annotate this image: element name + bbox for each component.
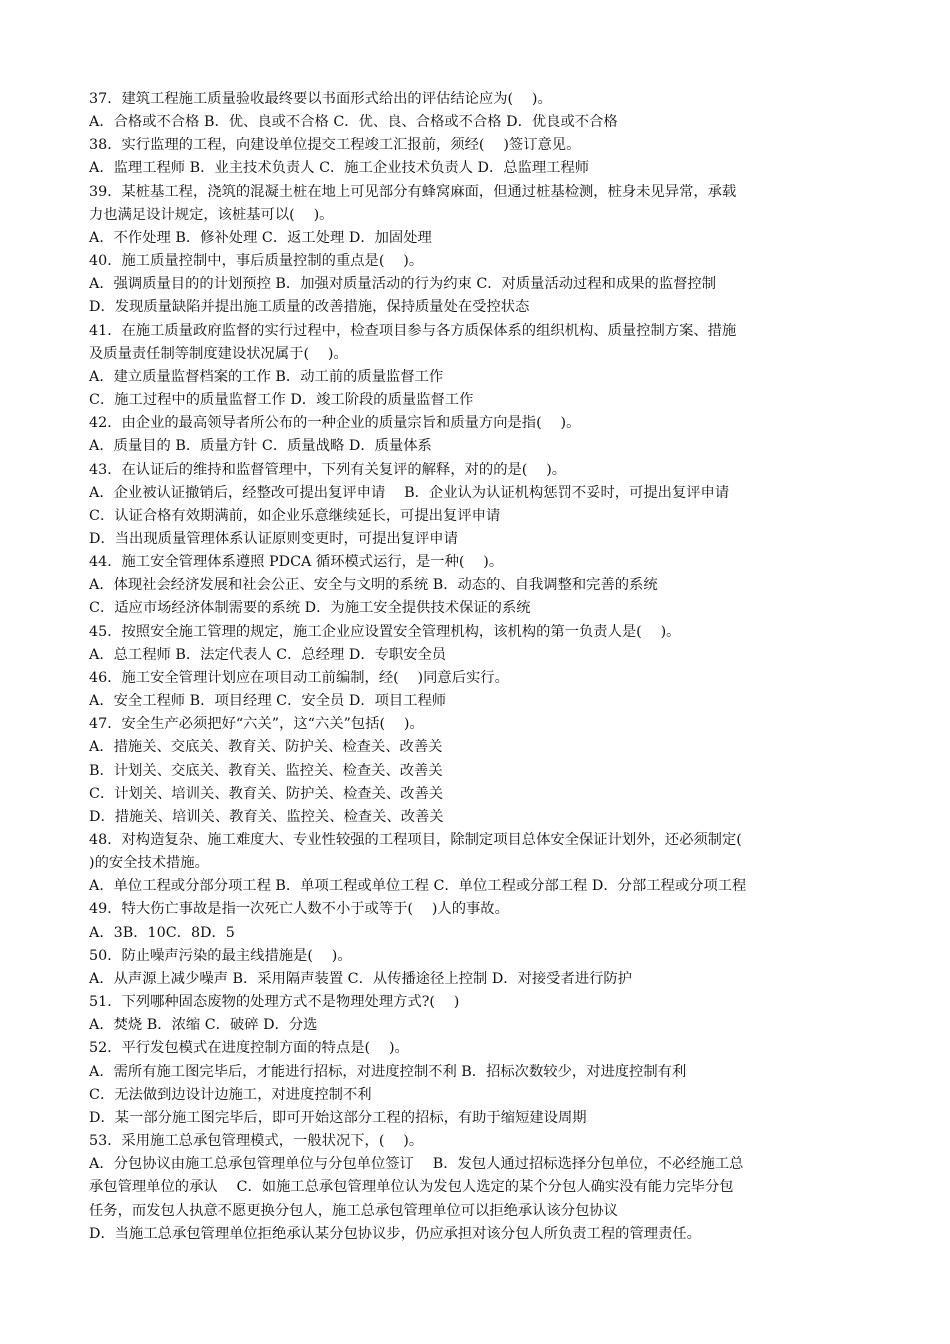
text-line: 39．某桩基工程，浇筑的混凝土桩在地上可见部分有蜂窝麻面，但通过桩基检测，桩身未见异常，承载	[89, 183, 737, 200]
text-line: A．建立质量监督档案的工作 B．动工前的质量监督工作	[89, 368, 444, 385]
text-line: 51．下列哪种固态废物的处理方式不是物理处理方式?( )	[89, 994, 460, 1011]
text-line: 52．平行发包模式在进度控制方面的特点是( )。	[89, 1040, 409, 1057]
text-line: D．措施关、培训关、教育关、监控关、检查关、改善关	[89, 808, 444, 825]
text-line: D．发现质量缺陷并提出施工质量的改善措施，保持质量处在受控状态	[89, 299, 530, 316]
text-line: 43．在认证后的维持和监督管理中，下列有关复评的解释，对的的是( )。	[89, 461, 567, 478]
text-line: A．企业被认证撤销后，经整改可提出复评申请 B．企业认为认证机构惩罚不妥时，可提出复评申请	[89, 484, 730, 501]
text-line: A．安全工程师 B．项目经理 C．安全员 D．项目工程师	[89, 693, 447, 710]
text-line: 49．特大伤亡事故是指一次死亡人数不小于或等于( )人的事故。	[89, 901, 509, 918]
text-line: A．分包协议由施工总承包管理单位与分包单位签订 B．发包人通过招标选择分包单位，不必经施工总	[89, 1156, 744, 1173]
text-line: A．质量目的 B．质量方针 C．质量战略 D．质量体系	[89, 438, 432, 455]
text-line: C．适应市场经济体制需要的系统 D．为施工安全提供技术保证的系统	[89, 600, 531, 617]
text-line: A．焚烧 B．浓缩 C．破碎 D．分选	[89, 1017, 318, 1034]
text-line: B．计划关、交底关、教育关、监控关、检查关、改善关	[89, 762, 443, 779]
text-line: A．不作处理 B．修补处理 C．返工处理 D．加固处理	[89, 229, 432, 246]
text-line: A．体现社会经济发展和社会公正、安全与文明的系统 B．动态的、自我调整和完善的系统	[89, 577, 658, 594]
question-list	[89, 88, 870, 1246]
text-line: 力也满足设计规定，该桩基可以( )。	[89, 206, 334, 223]
text-line: 48．对构造复杂、施工难度大、专业性较强的工程项目，除制定项目总体安全保证计划外，还必须制定(	[89, 832, 742, 848]
text-line: 46．施工安全管理计划应在项目动工前编制，经( )同意后实行。	[89, 669, 509, 686]
text-line: D．当施工总承包管理单位拒绝承认某分包协议步，仍应承担对该分包人所负责工程的管理责任。	[89, 1225, 701, 1242]
text-line: 50．防止噪声污染的最主线措施是( )。	[89, 947, 352, 964]
text-line: C．施工过程中的质量监督工作 D．竣工阶段的质量监督工作	[89, 392, 474, 409]
text-line: A．单位工程或分部分项工程 B．单项工程或单位工程 C．单位工程或分部工程 D．分部工程或分项工程	[89, 878, 747, 895]
text-line: A．监理工程师 B．业主技术负责人 C．施工企业技术负责人 D．总监理工程师	[89, 160, 590, 177]
text-line: A．需所有施工图完毕后，才能进行招标，对进度控制不利 B．招标次数较少，对进度控制有利	[89, 1063, 687, 1080]
text-line: A．强调质量目的的计划预控 B．加强对质量活动的行为约束 C．对质量活动过程和成果的监督控制	[89, 276, 717, 293]
text-line: 及质量责任制等制度建设状况属于( )。	[89, 345, 348, 362]
text-line: C．无法做到边设计边施工，对进度控制不利	[89, 1086, 372, 1103]
text-line: C．认证合格有效期满前，如企业乐意继续延长，可提出复评申请	[89, 507, 501, 524]
text-line: D．当出现质量管理体系认证原则变更时，可提出复评申请	[89, 530, 458, 547]
text-line: 40．施工质量控制中，事后质量控制的重点是( )。	[89, 253, 424, 270]
text-line: 47．安全生产必须把好“六关”，这“六关”包括( )。	[89, 716, 424, 733]
text-line: 41．在施工质量政府监督的实行过程中，检查项目参与各方质保体系的组织机构、质量控制方案、措施	[89, 322, 737, 339]
text-line: 42．由企业的最高领导者所公布的一种企业的质量宗旨和质量方向是指( )。	[89, 415, 581, 432]
text-line: 44．施工安全管理体系遵照 PDCA 循环模式运行，是一种( )。	[89, 554, 504, 571]
text-line: 37．建筑工程施工质量验收最终要以书面形式给出的评估结论应为( )。	[89, 91, 552, 107]
text-line: A．措施关、交底关、教育关、防护关、检查关、改善关	[89, 739, 443, 756]
text-line: 45．按照安全施工管理的规定，施工企业应设置安全管理机构，该机构的第一负责人是( )。	[89, 623, 681, 640]
text-line: 承包管理单位的承认 C．如施工总承包管理单位认为发包人选定的某个分包人确实没有能力完毕分包	[89, 1179, 734, 1196]
text-line: A．从声源上减少噪声 B．采用隔声装置 C．从传播途径上控制 D．对接受者进行防护	[89, 970, 632, 987]
text-line: 38．实行监理的工程，向建设单位提交工程竣工汇报前，须经( )签订意见。	[89, 137, 581, 154]
text-line: D．某一部分施工图完毕后，即可开始这部分工程的招标，有助于缩短建设周期	[89, 1109, 587, 1126]
text-line: C．计划关、培训关、教育关、防护关、检查关、改善关	[89, 785, 444, 802]
text-line: 53．采用施工总承包管理模式，一般状况下，( )。	[89, 1133, 424, 1150]
text-line: A．总工程师 B．法定代表人 C．总经理 D．专职安全员	[89, 646, 447, 663]
text-line: 任务，而发包人执意不愿更换分包人，施工总承包管理单位可以拒绝承认该分包协议	[89, 1202, 618, 1219]
text-line: )的安全技术措施。	[89, 855, 209, 872]
text-line: A．3B．10C．8D．5	[89, 924, 235, 941]
text-line: A．合格或不合格 B．优、良或不合格 C．优、良、合格或不合格 D．优良或不合格	[89, 114, 618, 131]
